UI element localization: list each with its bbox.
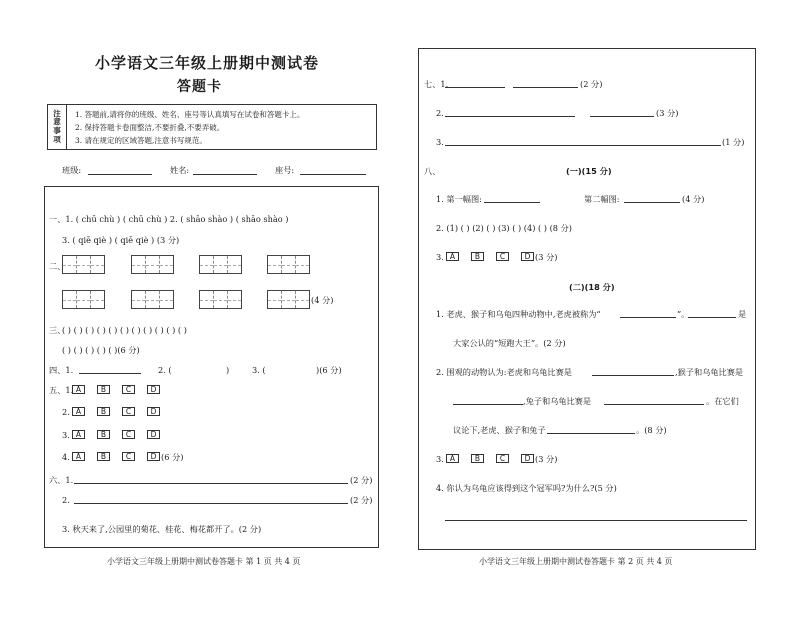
- q8-p1-text-c: 是: [738, 309, 747, 319]
- q8-p1-text-a: 1. 老虎、猴子和乌龟四种动物中,老虎被称为“: [436, 309, 601, 319]
- q8-p2-answer-4[interactable]: [547, 433, 635, 434]
- q2-label: 二、: [49, 261, 66, 271]
- q5-item-2: 2.: [62, 407, 70, 417]
- q8-pic1-answer[interactable]: [484, 202, 540, 203]
- option-b[interactable]: B: [471, 454, 484, 463]
- q8-p3: 3.: [436, 454, 444, 464]
- q8-part2-heading: (二)(18 分): [569, 282, 615, 292]
- writing-grid[interactable]: [267, 255, 310, 274]
- option-d[interactable]: D: [147, 385, 160, 394]
- option-c[interactable]: C: [122, 407, 135, 416]
- q8-p1-answer-2[interactable]: [688, 317, 736, 318]
- q8-p1-answer-1[interactable]: [620, 317, 676, 318]
- q8-q3-score: (3 分): [535, 252, 558, 262]
- q3-row2: ( ) ( ) ( ) ( ) ( )(6 分): [62, 345, 140, 355]
- q4-part3-end: )(6 分): [316, 365, 342, 375]
- notice-label: [48, 105, 67, 149]
- q6-answer-2[interactable]: [74, 503, 348, 504]
- q5-item-1: 五、1.: [49, 385, 74, 395]
- writing-grid[interactable]: [62, 290, 105, 309]
- q8-p2-text-a: 2. 围观的动物认为:老虎和乌龟比赛是: [436, 367, 572, 377]
- q8-q2: 2. (1) ( ) (2) ( ) (3) ( ) (4) ( ) (8 分): [436, 223, 572, 233]
- seat-field[interactable]: [300, 174, 366, 175]
- q7-answer-2b[interactable]: [590, 116, 654, 117]
- option-a[interactable]: A: [72, 385, 85, 394]
- q8-p1-text-d: 大家公认的“短跑大王”。(2 分): [453, 338, 566, 348]
- q6-item-3: 3. 秋天来了,公园里的菊花、桂花、梅花都开了。(2 分): [62, 524, 262, 534]
- notice-box: [47, 104, 377, 150]
- name-label: 姓名:: [170, 165, 190, 175]
- q8-p2-answer-1[interactable]: [592, 375, 674, 376]
- q8-p4-answer[interactable]: [445, 520, 747, 521]
- page1-title: 小学语文三年级上册期中测试卷: [95, 54, 320, 72]
- writing-grid[interactable]: [131, 290, 174, 309]
- q4-part2: 2. (: [158, 365, 172, 375]
- page2-answer-frame: [418, 48, 756, 550]
- q5-item-4: 4.: [62, 452, 70, 462]
- q8-part1-heading: (一)(15 分): [566, 166, 612, 176]
- q8-p2-text-b: ,猴子和乌龟比赛是: [675, 367, 744, 377]
- q4-answer-1[interactable]: [79, 373, 141, 374]
- q6-item-1: 六、1.: [49, 475, 74, 485]
- q7-answer-3[interactable]: [445, 145, 721, 146]
- notice-line-2: 2. 保持答题卡卷面整洁,不要折叠,不要弄破。: [75, 123, 225, 132]
- writing-grid[interactable]: [267, 290, 310, 309]
- writing-grid[interactable]: [199, 290, 242, 309]
- option-b[interactable]: B: [97, 452, 110, 461]
- option-a[interactable]: A: [72, 407, 85, 416]
- q8-pic1-label: 1. 第一幅图:: [436, 194, 482, 204]
- option-c[interactable]: C: [496, 454, 509, 463]
- q4-part3: 3. (: [252, 365, 266, 375]
- q8-p2-text-e: 议论下,老虎、猴子和兔子: [453, 425, 546, 435]
- q7-item-3: 3.: [436, 137, 444, 147]
- option-d[interactable]: D: [147, 430, 160, 439]
- q7-score-1: (2 分): [580, 79, 603, 89]
- page2-footer: 小学语文三年级上册期中测试卷答题卡 第 2 页 共 4 页: [479, 557, 673, 566]
- option-b[interactable]: B: [471, 252, 484, 261]
- option-c[interactable]: C: [122, 452, 135, 461]
- q8-p2-answer-2[interactable]: [453, 404, 523, 405]
- option-d[interactable]: D: [147, 452, 160, 461]
- q8-label: 八、: [424, 166, 441, 176]
- q4-label: 四、1.: [49, 365, 74, 375]
- option-c[interactable]: C: [122, 385, 135, 394]
- class-label: 班级:: [62, 165, 82, 175]
- q6-item-2: 2.: [62, 495, 70, 505]
- option-c[interactable]: C: [496, 252, 509, 261]
- option-c[interactable]: C: [122, 430, 135, 439]
- q8-p2-text-c: ,兔子和乌龟比赛是: [523, 396, 592, 406]
- page1-footer: 小学语文三年级上册期中测试卷答题卡 第 1 页 共 4 页: [107, 557, 301, 566]
- q5-item-3: 3.: [62, 430, 70, 440]
- option-b[interactable]: B: [97, 407, 110, 416]
- q6-score-2: (2 分): [350, 495, 373, 505]
- q8-p2-text-f: 。(8 分): [636, 425, 667, 435]
- q8-p3-score: (3 分): [535, 454, 558, 464]
- class-field[interactable]: [88, 174, 152, 175]
- q7-answer-2a[interactable]: [445, 116, 575, 117]
- option-b[interactable]: B: [97, 430, 110, 439]
- q7-item-1: 七、1.: [424, 79, 449, 89]
- q7-score-2: (3 分): [656, 108, 679, 118]
- notice-label-char: 意: [53, 117, 61, 127]
- option-a[interactable]: A: [446, 454, 459, 463]
- notice-label-char: 注: [53, 108, 61, 118]
- option-a[interactable]: A: [446, 252, 459, 261]
- q6-answer-1[interactable]: [74, 483, 348, 484]
- q6-score-1: (2 分): [350, 475, 373, 485]
- q3-row1: ( ) ( ) ( ) ( ) ( ) ( ) ( ) ( ) ( ) ( ) ( ): [62, 325, 187, 335]
- q8-pic-score: (4 分): [682, 194, 705, 204]
- q4-part2-end: ): [226, 365, 230, 375]
- q8-p1-text-b: ”。: [677, 309, 690, 319]
- notice-label-char: 事: [53, 126, 61, 135]
- q8-pic2-answer[interactable]: [624, 202, 680, 203]
- q1-line2: 3. ( qiē qiè ) ( qiē qiè ) (3 分): [62, 235, 180, 245]
- writing-grid[interactable]: [199, 255, 242, 274]
- page1-subtitle: 答题卡: [177, 79, 222, 95]
- q8-p2-answer-3[interactable]: [604, 404, 704, 405]
- option-d[interactable]: D: [521, 252, 534, 261]
- q8-pic2-label: 第二幅图:: [584, 194, 620, 204]
- q3-label: 三、: [49, 325, 66, 335]
- q7-answer-1b[interactable]: [513, 87, 578, 88]
- q5-score: (6 分): [161, 452, 184, 462]
- writing-grid[interactable]: [62, 255, 105, 274]
- q7-item-2: 2.: [436, 108, 444, 118]
- option-d[interactable]: D: [147, 407, 160, 416]
- q8-p4: 4. 你认为乌龟应该得到这个冠军吗?为什么?(5 分): [436, 483, 617, 493]
- option-a[interactable]: A: [72, 452, 85, 461]
- notice-line-1: 1. 答题前,请将你的班级、姓名、座号等认真填写在试卷和答题卡上。: [75, 110, 305, 119]
- q7-answer-1a[interactable]: [445, 87, 505, 88]
- writing-grid[interactable]: [131, 255, 174, 274]
- q2-score: (4 分): [311, 295, 334, 305]
- name-field[interactable]: [193, 174, 257, 175]
- option-d[interactable]: D: [521, 454, 534, 463]
- q8-p2-text-d: 。在它们: [706, 396, 739, 406]
- option-a[interactable]: A: [72, 430, 85, 439]
- q8-q3: 3.: [436, 252, 444, 262]
- q7-score-3: (1 分): [722, 137, 745, 147]
- seat-label: 座号:: [275, 165, 295, 175]
- notice-label-char: 项: [53, 134, 61, 144]
- q1-line1: 一、1. ( chū chù ) ( chū chù ) 2. ( shāo shào ) ( shāo shào ): [49, 214, 289, 224]
- option-b[interactable]: B: [97, 385, 110, 394]
- notice-line-3: 3. 请在规定的区域答题,注意书写规范。: [75, 136, 207, 145]
